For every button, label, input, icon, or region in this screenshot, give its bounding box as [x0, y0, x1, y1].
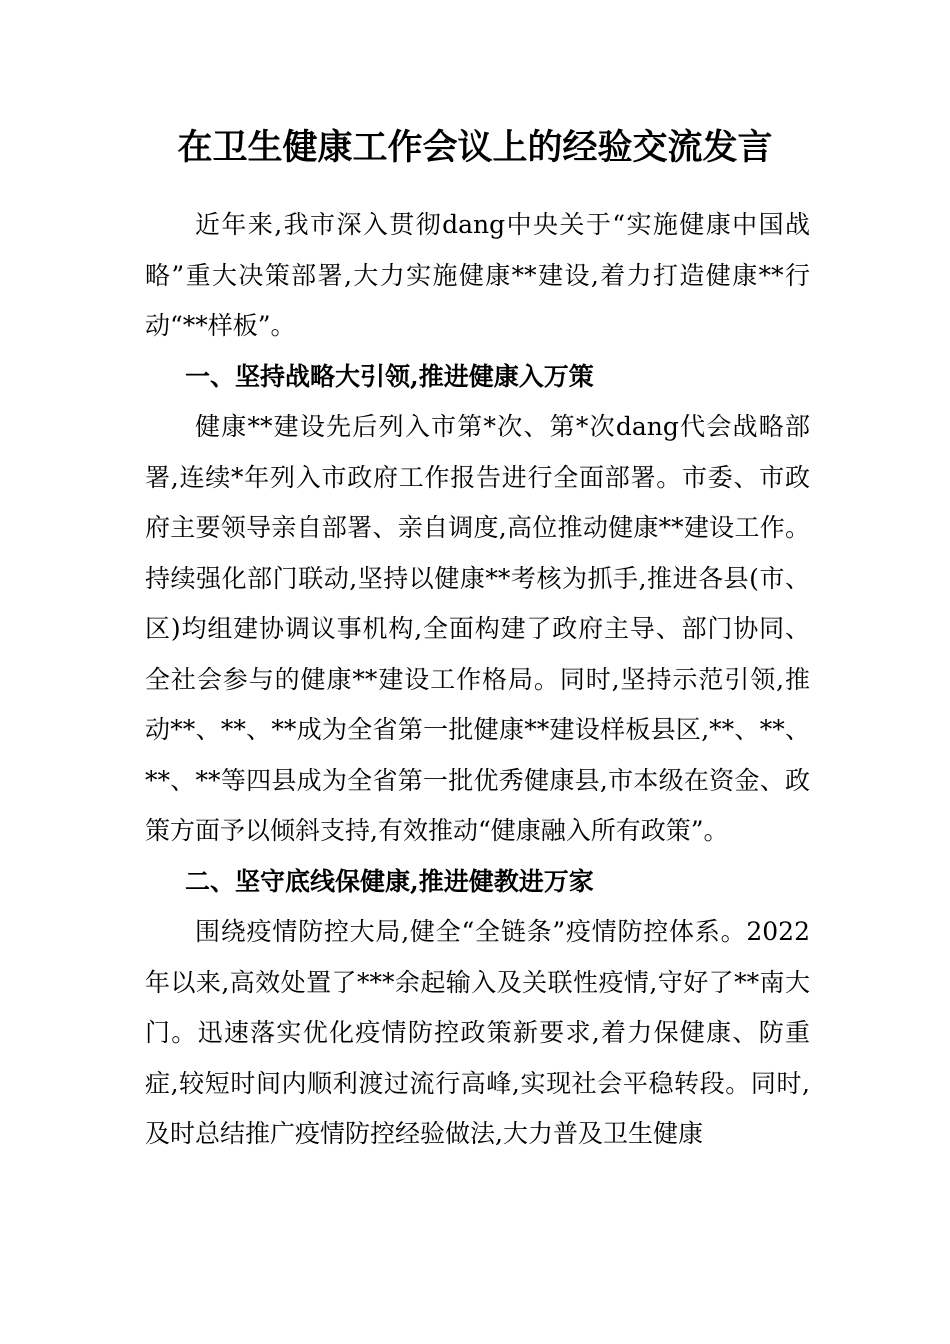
section-2-heading: 二、坚守底线保健康,推进健教进万家: [185, 866, 594, 896]
section-1-paragraph: 健康**建设先后列入市第*次、第*次dang代会战略部署,连续*年列入市政府工作报告进行全面部署。市委、市政府主要领导亲自部署、亲自调度,高位推动健康**建设工作。持续强化部门联动,坚持以健康**考核为抓手,推进各县(市、区)均组建协调议事机构,全面构建了政府主导、部门协同、全社会参与的健康**建设工作格局。同时,坚持示范引领,推动**、**、**成为全省第一批健康**建设样板县区,**、**、**、**等四县成为全省第一批优秀健康县,市本级在资金、政策方面予以倾斜支持,有效推动“健康融入所有政策”。: [145, 412, 810, 845]
section-2-paragraph: 围绕疫情防控大局,健全“全链条”疫情防控体系。2022年以来,高效处置了***余起输入及关联性疫情,守好了**南大门。迅速落实优化疫情防控政策新要求,着力保健康、防重症,较短时间内顺利渡过流行高峰,实现社会平稳转段。同时,及时总结推广疫情防控经验做法,大力普及卫生健康: [145, 917, 810, 1148]
document-body: [145, 200, 810, 1160]
section-1-heading: 一、坚持战略大引领,推进健康入万策: [185, 361, 594, 391]
document-title: 在卫生健康工作会议上的经验交流发言: [177, 127, 773, 168]
intro-paragraph: 近年来,我市深入贯彻dang中央关于“实施健康中国战略”重大决策部署,大力实施健康**建设,着力打造健康**行动“**样板”。: [145, 210, 810, 340]
